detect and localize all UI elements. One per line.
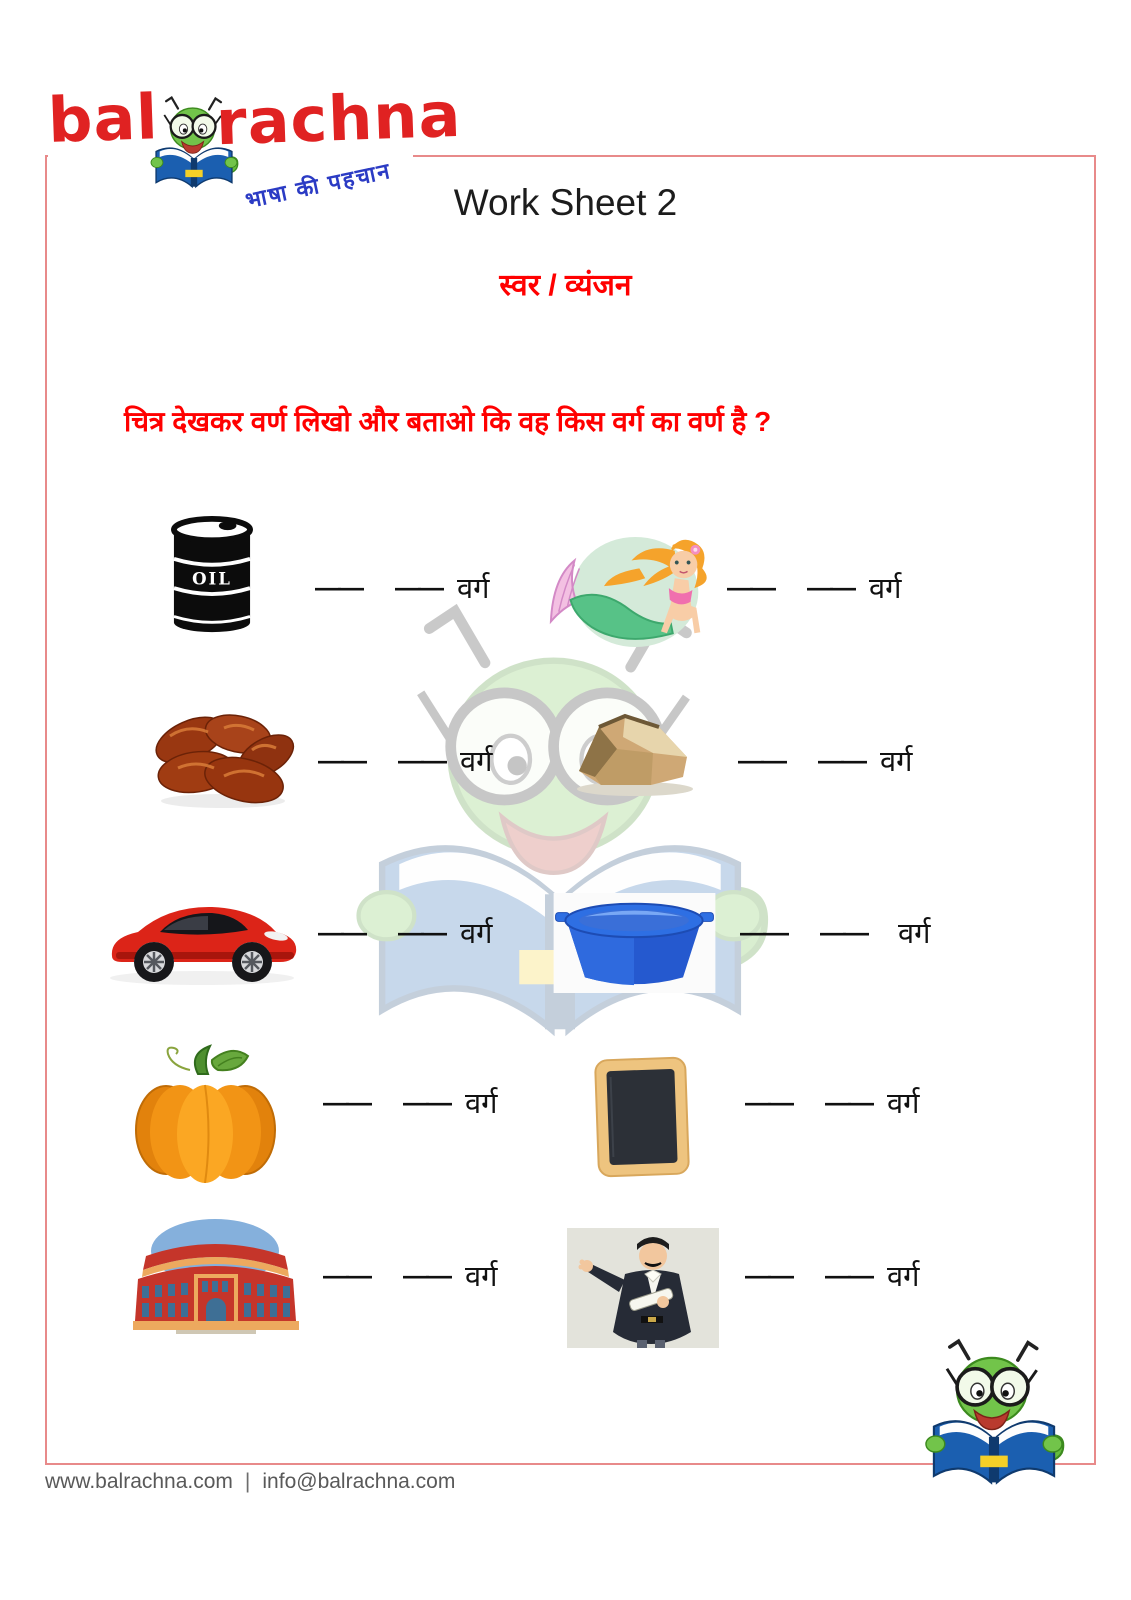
blank-2: —— [807,572,853,602]
blank-2: —— [818,745,864,775]
answer-blanks-man [745,1256,919,1295]
corner-mascot [918,1332,1070,1488]
answer-blanks-pumpkin [323,1083,497,1122]
rock-icon [565,707,705,799]
mermaid-icon [545,527,717,657]
blank-1: —— [318,917,364,947]
footer-separator: | [244,1470,251,1493]
varg-label: वर्ग [457,573,490,605]
varg-label: वर्ग [869,573,902,605]
answer-blanks-mermaid [727,568,901,607]
blue-tub-image [553,893,716,998]
answer-blanks-car [318,913,492,952]
blank-1: —— [318,745,364,775]
oil-barrel-image [168,514,256,641]
blank-2: —— [820,917,866,947]
balrachna-logo [46,77,463,238]
blank-2: —— [825,1087,871,1117]
slate-image [593,1056,691,1183]
man-in-black-coat-image [567,1228,719,1353]
footer-email: info@balrachna.com [262,1470,456,1493]
red-sports-car-image [100,876,305,996]
blank-2: —— [398,745,444,775]
blank-2: —— [403,1260,449,1290]
rock-image [565,707,705,804]
logo-word-right: rachna [215,77,463,160]
man-icon [567,1228,719,1348]
answer-blanks-rock [738,741,912,780]
tub-icon [553,893,716,993]
blank-1: —— [745,1260,791,1290]
blank-1: —— [738,745,784,775]
mermaid-image [545,527,717,662]
varg-label: वर्ग [898,918,931,950]
blank-1: —— [727,572,773,602]
blank-1: —— [323,1087,369,1117]
answer-blanks-tub [740,913,930,952]
blank-1: —— [323,1260,369,1290]
pumpkin-icon [128,1038,283,1183]
logo-tagline: भाषा की पहचान [243,157,394,214]
page-subtitle: स्वर / व्यंजन [499,269,632,302]
varg-label: वर्ग [887,1261,920,1293]
slate-icon [593,1056,691,1178]
blank-1: —— [740,917,786,947]
instruction-text: चित्र देखकर वर्ण लिखो और बताओ कि वह किस वर्ग का वर्ण है ? [124,406,772,437]
answer-blanks-dates [318,741,492,780]
answer-blanks-building [323,1256,497,1295]
blank-2: —— [403,1087,449,1117]
answer-blanks-slate [745,1083,919,1122]
blank-2: —— [395,572,441,602]
answer-blanks-oil-barrel [315,568,489,607]
red-domed-building-image [118,1206,313,1339]
blank-2: —— [398,917,444,947]
blank-1: —— [315,572,361,602]
page-title: Work Sheet 2 [453,182,678,223]
varg-label: वर्ग [887,1088,920,1120]
bookworm-mascot-icon [918,1332,1070,1488]
logo-word-left: bal [46,80,160,157]
car-icon [100,876,305,991]
dates-icon [138,698,303,810]
oil-text: OIL [192,568,232,589]
pumpkin-image [128,1038,283,1188]
blank-1: —— [745,1087,791,1117]
footer-website: www.balrachna.com [45,1470,233,1493]
oil-barrel-icon [168,514,256,636]
varg-label: वर्ग [465,1261,498,1293]
dates-image [138,698,303,815]
varg-label: वर्ग [460,918,493,950]
varg-label: वर्ग [465,1088,498,1120]
blank-2: —— [825,1260,871,1290]
building-icon [118,1206,313,1334]
varg-label: वर्ग [880,746,913,778]
varg-label: वर्ग [460,746,493,778]
page-footer [45,1470,455,1494]
